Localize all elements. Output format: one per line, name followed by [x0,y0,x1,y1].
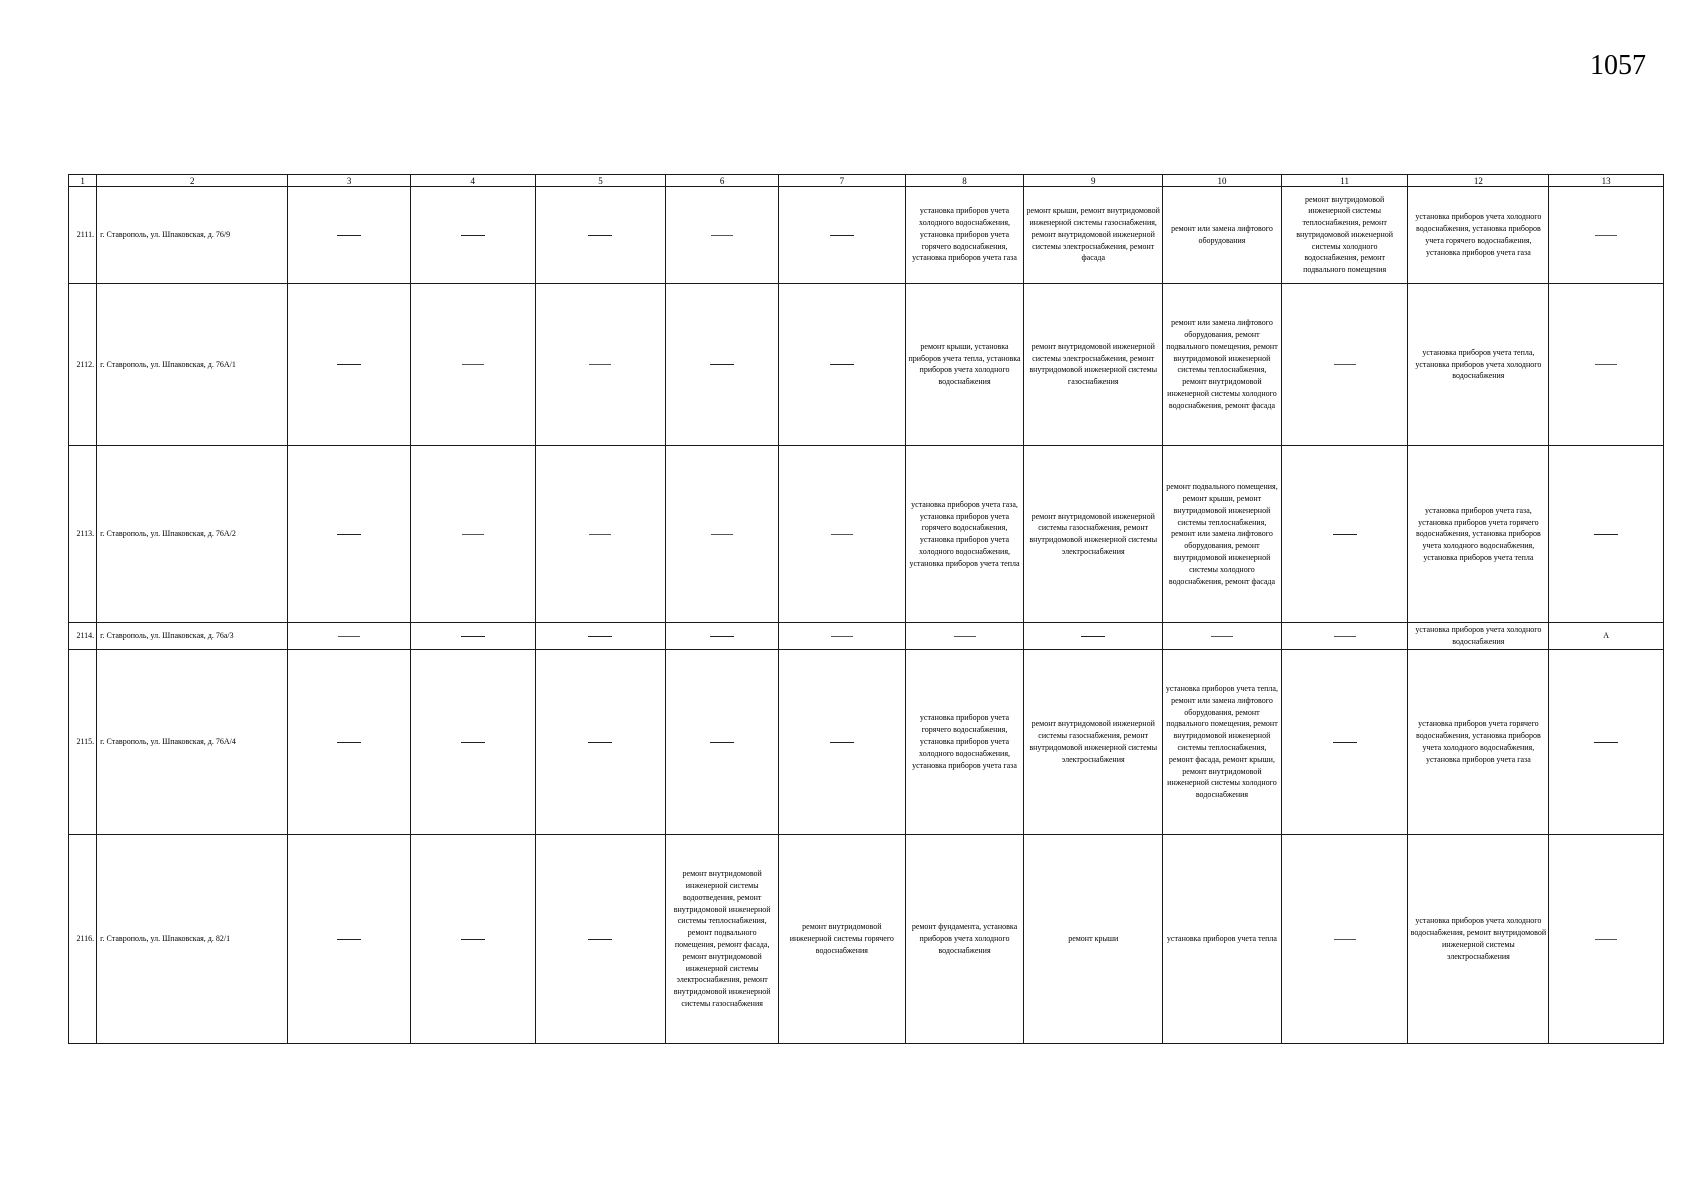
empty-cell [666,283,779,446]
column-number: 10 [1163,175,1282,187]
column-number: 12 [1408,175,1549,187]
works-cell: ремонт внутридомовой инженерной системы водоотведения, ремонт внутридомовой инженерной системы теплоснабжения, ремонт подвального помещения, ремонт фасада, ремонт внутридомовой инженерной системы электроснабжения, ремонт внутридомовой инженерной системы газоснабжения [666,834,779,1043]
dash-mark [1334,364,1356,365]
works-cell: установка приборов учета тепла [1163,834,1282,1043]
dash-mark [1594,534,1618,535]
empty-cell [288,187,411,283]
works-cell: установка приборов учета тепла, установка приборов учета холодного водоснабжения [1408,283,1549,446]
row-number: 2113. [69,446,97,623]
works-cell: ремонт фундамента, установка приборов учета холодного водоснабжения [905,834,1024,1043]
works-cell: ремонт крыши, установка приборов учета тепла, установка приборов учета холодного водоснабжения [905,283,1024,446]
row-address: г. Ставрополь, ул. Шпаковская, д. 76а/3 [97,623,288,650]
dash-mark [711,534,733,535]
dash-mark [1595,235,1617,236]
works-cell: установка приборов учета холодного водоснабжения, ремонт внутридомовой инженерной системы электроснабжения [1408,834,1549,1043]
works-cell: ремонт внутридомовой инженерной системы газоснабжения, ремонт внутридомовой инженерной системы электроснабжения [1024,446,1163,623]
empty-cell [410,446,535,623]
empty-cell [666,649,779,834]
empty-cell [410,834,535,1043]
dash-mark [337,364,361,365]
dash-mark [711,235,733,236]
works-cell: ремонт внутридомовой инженерной системы электроснабжения, ремонт внутридомовой инженерной системы газоснабжения [1024,283,1163,446]
table-row [69,649,1664,834]
works-cell: установка приборов учета газа, установка приборов учета горячего водоснабжения, установка приборов учета холодного водоснабжения, установка приборов учета тепла [905,446,1024,623]
row-address: г. Ставрополь, ул. Шпаковская, д. 76А/4 [97,649,288,834]
empty-cell [1549,283,1664,446]
empty-cell [535,649,666,834]
dash-mark [337,534,361,535]
column-number: 2 [97,175,288,187]
dash-mark [830,742,854,743]
works-cell: ремонт крыши [1024,834,1163,1043]
column-number: 8 [905,175,1024,187]
empty-cell [288,834,411,1043]
works-cell: ремонт внутридомовой инженерной системы газоснабжения, ремонт внутридомовой инженерной системы электроснабжения [1024,649,1163,834]
empty-cell [666,623,779,650]
dash-mark [1081,636,1105,637]
dash-mark [1211,636,1233,637]
table-row [69,623,1664,650]
empty-cell [778,283,905,446]
dash-mark [337,742,361,743]
row-number: 2116. [69,834,97,1043]
empty-cell [288,623,411,650]
dash-mark [710,742,734,743]
dash-mark [1595,939,1617,940]
dash-mark [710,636,734,637]
works-cell: ремонт или замена лифтового оборудования [1163,187,1282,283]
row-number: 2114. [69,623,97,650]
table-row [69,834,1664,1043]
dash-mark [588,235,612,236]
dash-mark [461,939,485,940]
table-row [69,446,1664,623]
table-row [69,283,1664,446]
empty-cell [1549,834,1664,1043]
empty-cell [1549,446,1664,623]
dash-mark [338,636,360,637]
dash-mark [589,364,611,365]
empty-cell [410,623,535,650]
empty-cell [535,446,666,623]
empty-cell [535,834,666,1043]
works-cell: установка приборов учета холодного водоснабжения, установка приборов учета горячего водоснабжения, установка приборов учета газа [1408,187,1549,283]
column-number: 3 [288,175,411,187]
dash-mark [462,364,484,365]
empty-cell [1281,446,1408,623]
empty-cell [1549,649,1664,834]
empty-cell [1024,623,1163,650]
dash-mark [461,742,485,743]
column-number-row [69,175,1664,187]
dash-mark [1594,742,1618,743]
dash-mark [589,534,611,535]
works-cell: установка приборов учета холодного водоснабжения, установка приборов учета горячего водоснабжения, установка приборов учета газа [905,187,1024,283]
dash-mark [588,742,612,743]
works-cell: установка приборов учета газа, установка приборов учета горячего водоснабжения, установка приборов учета холодного водоснабжения, установка приборов учета тепла [1408,446,1549,623]
empty-cell [535,623,666,650]
column-number: 4 [410,175,535,187]
works-cell: ремонт внутридомовой инженерной системы горячего водоснабжения [778,834,905,1043]
column-number: 7 [778,175,905,187]
works-cell: установка приборов учета горячего водоснабжения, установка приборов учета холодного водоснабжения, установка приборов учета газа [1408,649,1549,834]
dash-mark [462,534,484,535]
row-address: г. Ставрополь, ул. Шпаковская, д. 76/9 [97,187,288,283]
column-number: 13 [1549,175,1664,187]
dash-mark [1334,939,1356,940]
empty-cell [1163,623,1282,650]
empty-cell [1281,649,1408,834]
page-number: 1057 [1590,50,1646,81]
column-number: 9 [1024,175,1163,187]
dash-mark [830,235,854,236]
empty-cell [410,187,535,283]
dash-mark [461,235,485,236]
column-number: 1 [69,175,97,187]
column-number: 5 [535,175,666,187]
empty-cell [1281,283,1408,446]
empty-cell [288,283,411,446]
empty-cell [778,187,905,283]
empty-cell [535,187,666,283]
dash-mark [1333,534,1357,535]
empty-cell [778,446,905,623]
row-number: 2112. [69,283,97,446]
works-cell: ремонт внутридомовой инженерной системы теплоснабжения, ремонт внутридомовой инженерной системы холодного водоснабжения, ремонт подвального помещения [1281,187,1408,283]
row-address: г. Ставрополь, ул. Шпаковская, д. 76А/2 [97,446,288,623]
dash-mark [588,939,612,940]
dash-mark [461,636,485,637]
empty-cell [1281,623,1408,650]
empty-cell [666,446,779,623]
empty-cell [288,649,411,834]
dash-mark [337,235,361,236]
dash-mark [1595,364,1617,365]
works-cell: ремонт подвального помещения, ремонт крыши, ремонт внутридомовой инженерной системы теплоснабжения, ремонт или замена лифтового оборудования, ремонт внутридомовой инженерной системы холодного водоснабжения, ремонт фасада [1163,446,1282,623]
dash-mark [830,364,854,365]
dash-mark [954,636,976,637]
empty-cell [1281,834,1408,1043]
dash-mark [588,636,612,637]
dash-mark [1334,636,1356,637]
row-number: 2111. [69,187,97,283]
empty-cell [905,623,1024,650]
dash-mark [1333,742,1357,743]
dash-mark [831,636,853,637]
works-cell: установка приборов учета тепла, ремонт или замена лифтового оборудования, ремонт подвального помещения, ремонт внутридомовой инженерной системы теплоснабжения, ремонт фасада, ремонт крыши, ремонт внутридомовой инженерной системы холодного водоснабжения [1163,649,1282,834]
empty-cell [1549,187,1664,283]
column-number: 6 [666,175,779,187]
empty-cell [778,649,905,834]
works-cell: ремонт крыши, ремонт внутридомовой инженерной системы газоснабжения, ремонт внутридомовой инженерной системы электроснабжения, ремонт фасада [1024,187,1163,283]
row-address: г. Ставрополь, ул. Шпаковская, д. 82/1 [97,834,288,1043]
works-cell: ремонт или замена лифтового оборудования, ремонт подвального помещения, ремонт внутридомовой инженерной системы теплоснабжения, ремонт внутридомовой инженерной системы холодного водоснабжения, ремонт фасада [1163,283,1282,446]
works-table [68,174,1664,1044]
empty-cell [288,446,411,623]
works-cell: установка приборов учета горячего водоснабжения, установка приборов учета холодного водоснабжения, установка приборов учета газа [905,649,1024,834]
empty-cell [778,623,905,650]
empty-cell [666,187,779,283]
empty-cell [535,283,666,446]
empty-cell [410,649,535,834]
row-number: 2115. [69,649,97,834]
dash-mark [710,364,734,365]
dash-mark [337,939,361,940]
row-mark: А [1549,623,1664,650]
empty-cell [410,283,535,446]
column-number: 11 [1281,175,1408,187]
row-address: г. Ставрополь, ул. Шпаковская, д. 76А/1 [97,283,288,446]
table-row [69,187,1664,283]
works-cell: установка приборов учета холодного водоснабжения [1408,623,1549,650]
dash-mark [831,534,853,535]
